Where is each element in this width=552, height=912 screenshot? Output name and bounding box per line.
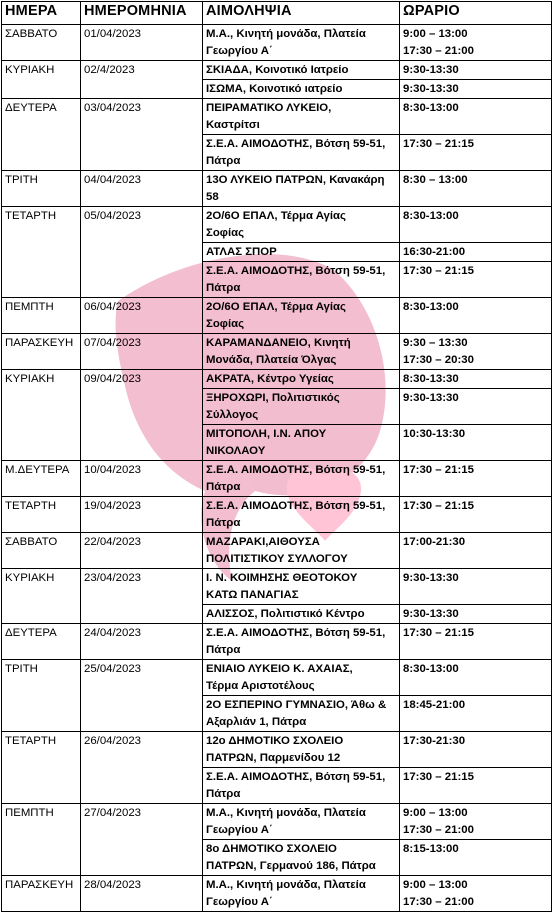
cell-location: Ι. Ν. ΚΟΙΜΗΣΗΣ ΘΕΟΤΟΚΟΥ ΚΑΤΩ ΠΑΝΑΓΙΑΣ bbox=[203, 569, 400, 605]
cell-day: ΠΑΡΑΣΚΕΥΗ bbox=[2, 876, 81, 912]
cell-hours: 9:00 – 13:00 17:30 – 21:00 bbox=[400, 25, 552, 61]
cell-location: Σ.Ε.Α. ΑΙΜΟΔΟΤΗΣ, Βότση 59-51, Πάτρα bbox=[203, 497, 400, 533]
cell-day: ΠΕΜΠΤΗ bbox=[2, 298, 81, 334]
cell-date: 06/04/2023 bbox=[81, 298, 203, 334]
cell-location: ΜΙΤΟΠΟΛΗ, Ι.Ν. ΑΠΟΥ ΝΙΚΟΛΑΟΥ bbox=[203, 425, 400, 461]
cell-day: ΤΕΤΑΡΤΗ bbox=[2, 732, 81, 804]
table-row bbox=[2, 25, 552, 61]
cell-day: ΠΕΜΠΤΗ bbox=[2, 804, 81, 876]
cell-hours: 17:30 – 21:15 bbox=[400, 262, 552, 298]
cell-date: 26/04/2023 bbox=[81, 732, 203, 804]
cell-location: Σ.Ε.Α. ΑΙΜΟΔΟΤΗΣ, Βότση 59-51, Πάτρα bbox=[203, 262, 400, 298]
cell-date: 25/04/2023 bbox=[81, 660, 203, 732]
header-date: ΗΜΕΡΟΜΗΝΙΑ bbox=[81, 2, 203, 25]
cell-date: 24/04/2023 bbox=[81, 624, 203, 660]
table-row bbox=[2, 624, 552, 660]
table-row bbox=[2, 99, 552, 135]
cell-day: Μ.ΔΕΥΤΕΡΑ bbox=[2, 461, 81, 497]
cell-hours: 18:45-21:00 bbox=[400, 696, 552, 732]
cell-location: 12ο ΔΗΜΟΤΙΚΟ ΣΧΟΛΕΙΟ ΠΑΤΡΩΝ, Παρμενίδου 12 bbox=[203, 732, 400, 768]
cell-location: 13Ο ΛΥΚΕΙΟ ΠΑΤΡΩΝ, Κανακάρη 58 bbox=[203, 171, 400, 207]
cell-location: Μ.Α., Κινητή μονάδα, Πλατεία Γεωργίου Α΄ bbox=[203, 25, 400, 61]
cell-location: ΚΑΡΑΜΑΝΔΑΝΕΙΟ, Κινητή Μονάδα, Πλατεία Όλγας bbox=[203, 334, 400, 370]
cell-date: 03/04/2023 bbox=[81, 99, 203, 171]
cell-date: 02/4/2023 bbox=[81, 61, 203, 99]
cell-date: 28/04/2023 bbox=[81, 876, 203, 912]
cell-hours: 17:30 – 21:15 bbox=[400, 768, 552, 804]
cell-date: 05/04/2023 bbox=[81, 207, 203, 298]
cell-day: ΤΡΙΤΗ bbox=[2, 660, 81, 732]
cell-location: ΜΑΖΑΡΑΚΙ,ΑΙΘΟΥΣΑ ΠΟΛΙΤΙΣΤΙΚΟΥ ΣΥΛΛΟΓΟΥ bbox=[203, 533, 400, 569]
cell-location: ΑΛΙΣΣΟΣ, Πολιτιστικό Κέντρο bbox=[203, 605, 400, 624]
cell-hours: 17:30 – 21:15 bbox=[400, 624, 552, 660]
cell-day: ΚΥΡΙΑΚΗ bbox=[2, 370, 81, 461]
cell-date: 09/04/2023 bbox=[81, 370, 203, 461]
cell-hours: 17:00-21:30 bbox=[400, 533, 552, 569]
cell-location: 8ο ΔΗΜΟΤΙΚΟ ΣΧΟΛΕΙΟ ΠΑΤΡΩΝ, Γερμανού 186, Πάτρα bbox=[203, 840, 400, 876]
cell-hours: 8:30-13:00 bbox=[400, 99, 552, 135]
cell-hours: 8:30-13:00 bbox=[400, 660, 552, 696]
cell-location: ΙΣΩΜΑ, Κοινοτικό ιατρείο bbox=[203, 80, 400, 99]
cell-date: 01/04/2023 bbox=[81, 25, 203, 61]
cell-location: 2Ο/6Ο ΕΠΑΛ, Τέρμα Αγίας Σοφίας bbox=[203, 298, 400, 334]
cell-location: ΑΤΛΑΣ ΣΠΟΡ bbox=[203, 243, 400, 262]
table-header-row bbox=[2, 2, 552, 25]
cell-hours: 9:30-13:30 bbox=[400, 569, 552, 605]
table-row bbox=[2, 207, 552, 243]
table-row bbox=[2, 660, 552, 696]
cell-hours: 9:30-13:30 bbox=[400, 605, 552, 624]
cell-day: ΤΕΤΑΡΤΗ bbox=[2, 497, 81, 533]
cell-hours: 8:30-13:00 bbox=[400, 207, 552, 243]
cell-day: ΚΥΡΙΑΚΗ bbox=[2, 569, 81, 624]
cell-hours: 17:30-21:30 bbox=[400, 732, 552, 768]
cell-location: ΕΝΙΑΙΟ ΛΥΚΕΙΟ Κ. ΑΧΑΙΑΣ, Τέρμα Αριστοτέλους bbox=[203, 660, 400, 696]
header-day: ΗΜΕΡΑ bbox=[2, 2, 81, 25]
cell-date: 10/04/2023 bbox=[81, 461, 203, 497]
cell-hours: 8:15-13:00 bbox=[400, 840, 552, 876]
table-row bbox=[2, 876, 552, 912]
table-row bbox=[2, 461, 552, 497]
cell-hours: 8:30 – 13:00 bbox=[400, 171, 552, 207]
header-hours: ΩΡΑΡΙΟ bbox=[400, 2, 552, 25]
table-row bbox=[2, 298, 552, 334]
cell-date: 19/04/2023 bbox=[81, 497, 203, 533]
cell-hours: 17:30 – 21:15 bbox=[400, 135, 552, 171]
cell-hours: 9:00 – 13:00 17:30 – 21:00 bbox=[400, 876, 552, 912]
cell-date: 22/04/2023 bbox=[81, 533, 203, 569]
cell-hours: 16:30-21:00 bbox=[400, 243, 552, 262]
table-row bbox=[2, 61, 552, 80]
blood-donation-schedule-table bbox=[1, 1, 552, 912]
cell-location: Μ.Α., Κινητή μονάδα, Πλατεία Γεωργίου Α΄ bbox=[203, 804, 400, 840]
cell-hours: 9:30-13:30 bbox=[400, 389, 552, 425]
cell-location: Σ.Ε.Α. ΑΙΜΟΔΟΤΗΣ, Βότση 59-51, Πάτρα bbox=[203, 768, 400, 804]
table-row bbox=[2, 497, 552, 533]
table-row bbox=[2, 334, 552, 370]
cell-location: Σ.Ε.Α. ΑΙΜΟΔΟΤΗΣ, Βότση 59-51, Πάτρα bbox=[203, 624, 400, 660]
table-row bbox=[2, 171, 552, 207]
cell-hours: 9:30-13:30 bbox=[400, 61, 552, 80]
cell-day: ΔΕΥΤΕΡΑ bbox=[2, 99, 81, 171]
cell-day: ΔΕΥΤΕΡΑ bbox=[2, 624, 81, 660]
cell-hours: 10:30-13:30 bbox=[400, 425, 552, 461]
cell-location: Μ.Α., Κινητή μονάδα, Πλατεία Γεωργίου Α΄ bbox=[203, 876, 400, 912]
table-row bbox=[2, 533, 552, 569]
table-row bbox=[2, 804, 552, 840]
cell-day: ΤΡΙΤΗ bbox=[2, 171, 81, 207]
table-row bbox=[2, 370, 552, 389]
cell-hours: 17:30 – 21:15 bbox=[400, 497, 552, 533]
cell-day: ΤΕΤΑΡΤΗ bbox=[2, 207, 81, 298]
schedule-body bbox=[2, 25, 552, 912]
cell-date: 23/04/2023 bbox=[81, 569, 203, 624]
cell-hours: 9:00 – 13:00 17:30 – 21:00 bbox=[400, 804, 552, 840]
cell-day: ΣΑΒΒΑΤΟ bbox=[2, 25, 81, 61]
cell-location: 2Ο ΕΣΠΕΡΙΝΟ ΓΥΜΝΑΣΙΟ, Άθω & Αξαρλιάν 1, Πάτρα bbox=[203, 696, 400, 732]
cell-location: Σ.Ε.Α. ΑΙΜΟΔΟΤΗΣ, Βότση 59-51, Πάτρα bbox=[203, 461, 400, 497]
cell-day: ΣΑΒΒΑΤΟ bbox=[2, 533, 81, 569]
cell-day: ΚΥΡΙΑΚΗ bbox=[2, 61, 81, 99]
header-location: ΑΙΜΟΛΗΨΙΑ bbox=[203, 2, 400, 25]
cell-hours: 9:30-13:30 bbox=[400, 80, 552, 99]
cell-hours: 17:30 – 21:15 bbox=[400, 461, 552, 497]
cell-location: Σ.Ε.Α. ΑΙΜΟΔΟΤΗΣ, Βότση 59-51, Πάτρα bbox=[203, 135, 400, 171]
cell-location: ΣΚΙΑΔΑ, Κοινοτικό Ιατρείο bbox=[203, 61, 400, 80]
cell-day: ΠΑΡΑΣΚΕΥΗ bbox=[2, 334, 81, 370]
table-row bbox=[2, 732, 552, 768]
table-row bbox=[2, 569, 552, 605]
cell-date: 27/04/2023 bbox=[81, 804, 203, 876]
cell-date: 07/04/2023 bbox=[81, 334, 203, 370]
cell-location: ΞΗΡΟΧΩΡΙ, Πολιτιστικός Σύλλογος bbox=[203, 389, 400, 425]
cell-hours: 9:30 – 13:30 17:30 – 20:30 bbox=[400, 334, 552, 370]
cell-location: ΑΚΡΑΤΑ, Κέντρο Υγείας bbox=[203, 370, 400, 389]
cell-location: ΠΕΙΡΑΜΑΤΙΚΟ ΛΥΚΕΙΟ, Καστρίτσι bbox=[203, 99, 400, 135]
cell-hours: 8:30-13:30 bbox=[400, 370, 552, 389]
cell-hours: 8:30-13:00 bbox=[400, 298, 552, 334]
cell-location: 2Ο/6Ο ΕΠΑΛ, Τέρμα Αγίας Σοφίας bbox=[203, 207, 400, 243]
cell-date: 04/04/2023 bbox=[81, 171, 203, 207]
